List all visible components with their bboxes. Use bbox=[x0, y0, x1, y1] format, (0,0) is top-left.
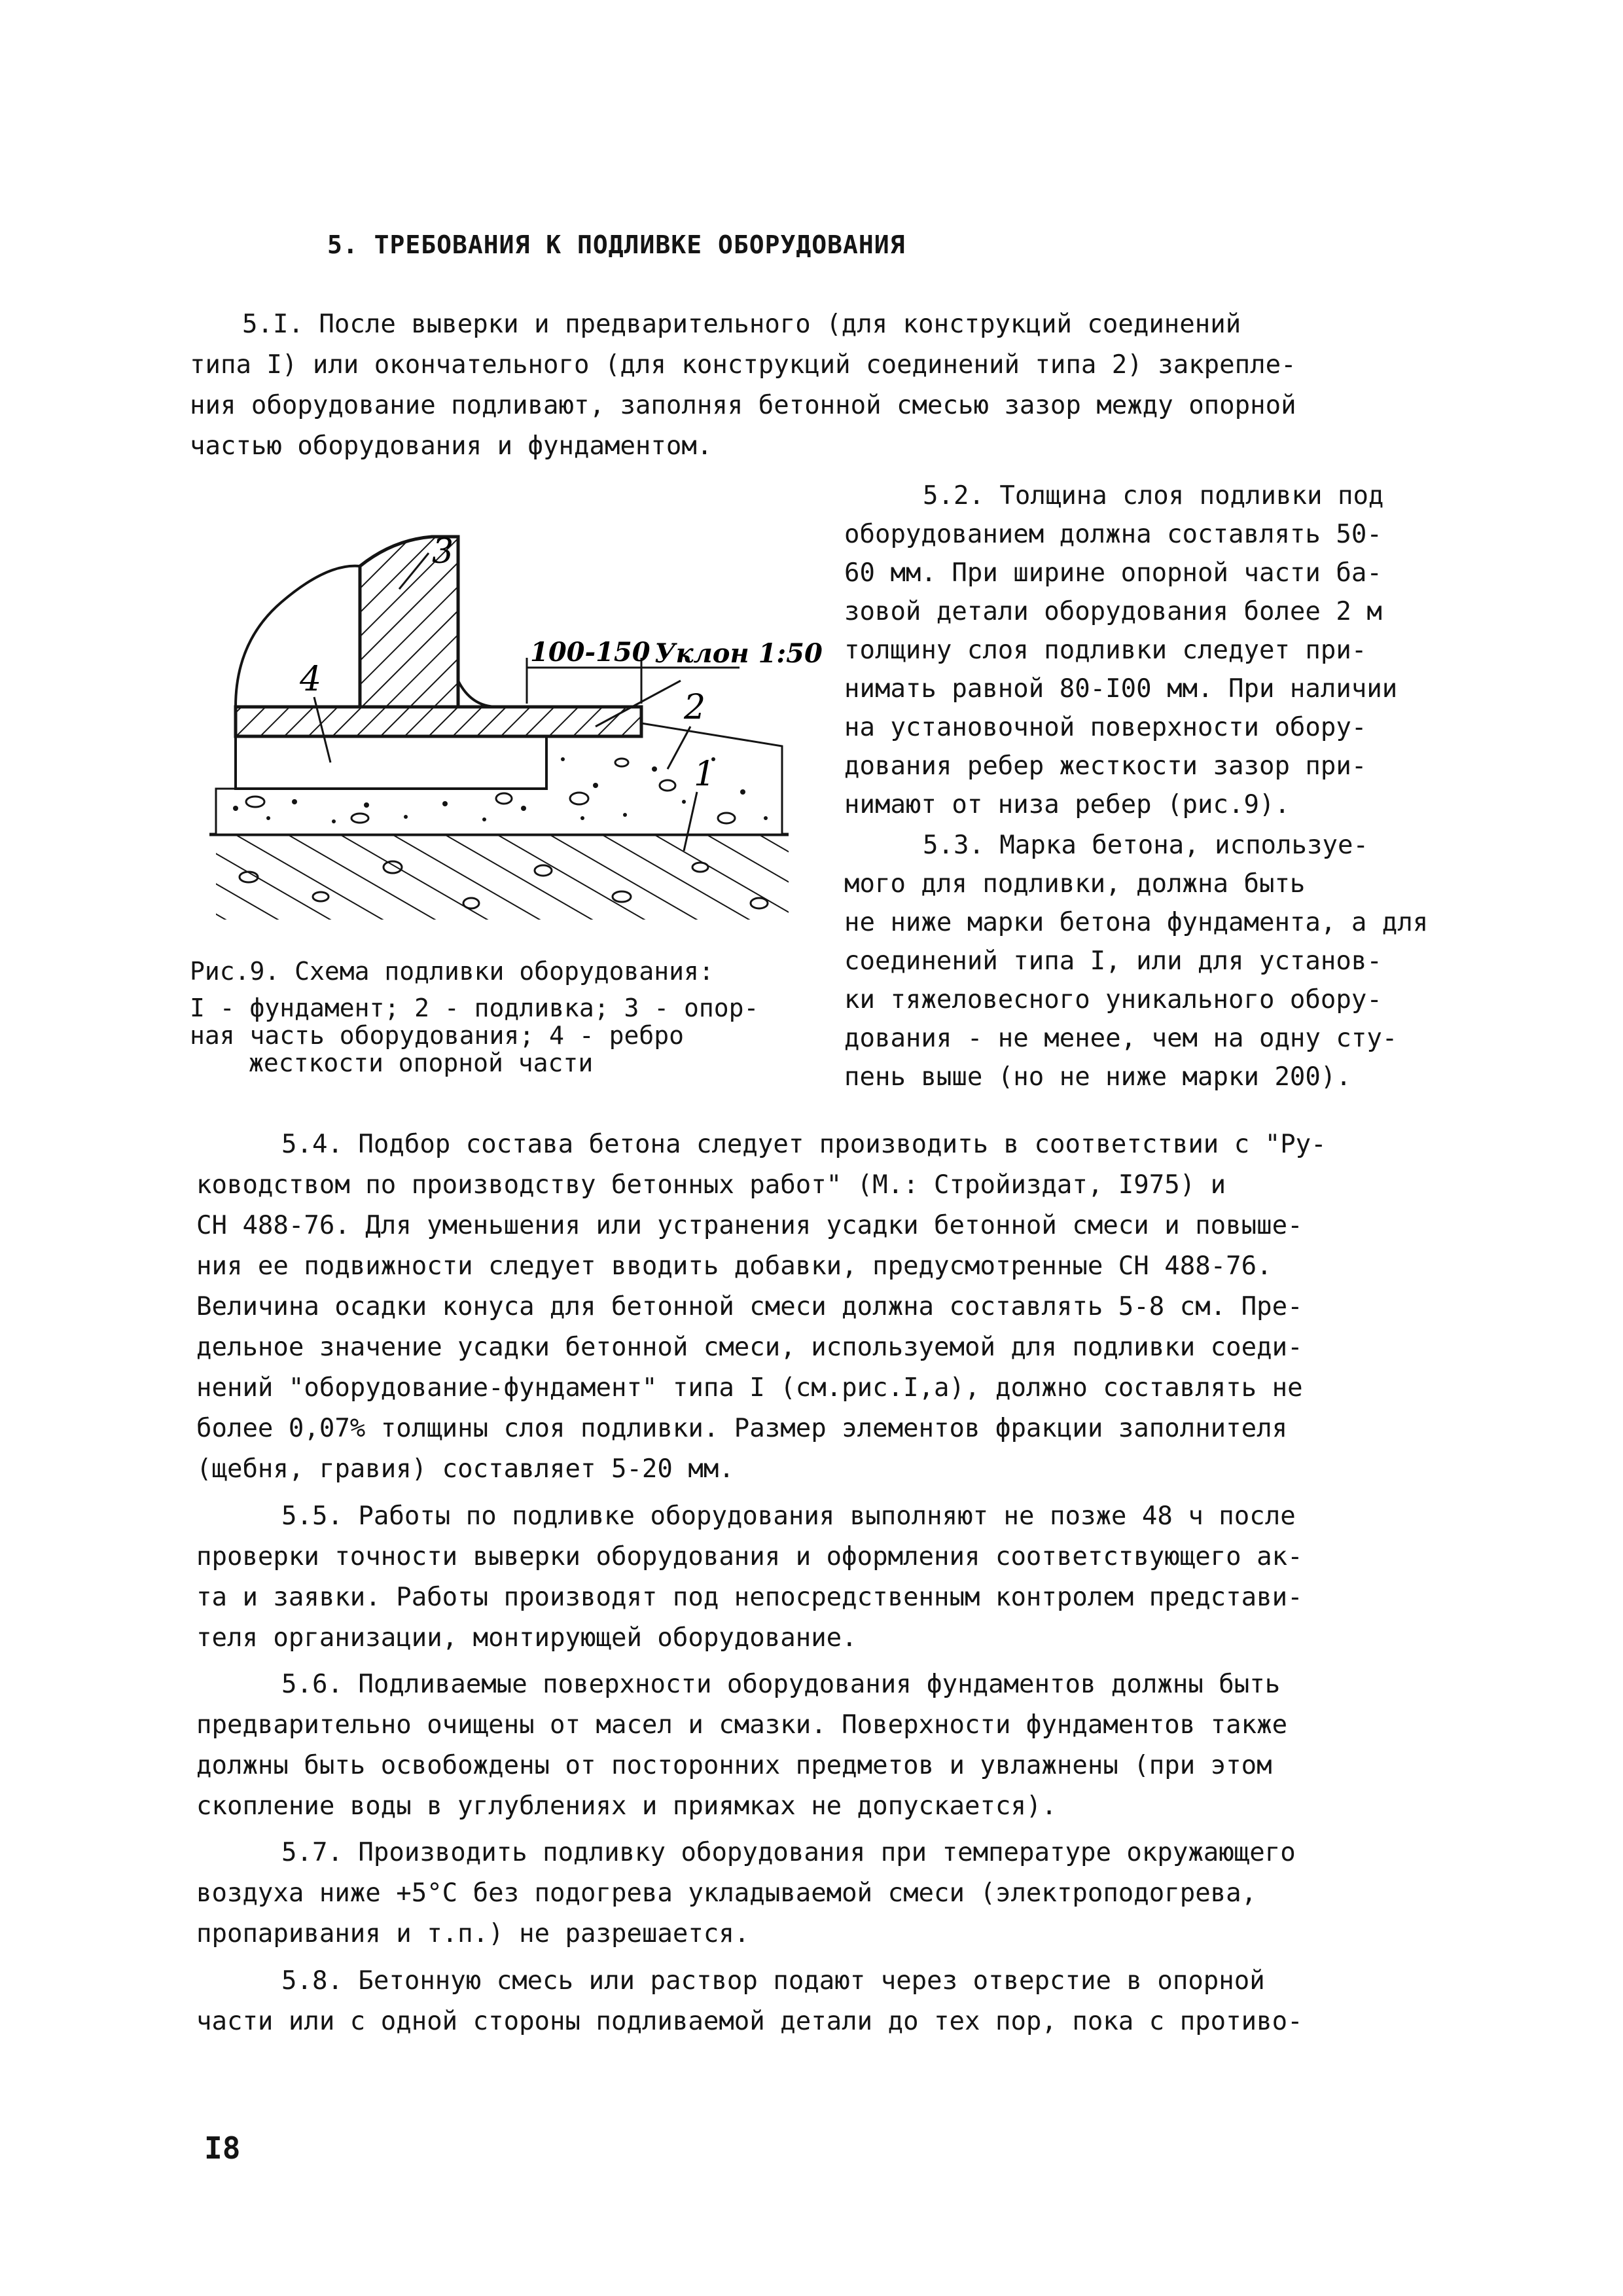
paragraph-line: та и заявки. Работы производят под непосредственным контролем представи- bbox=[196, 1583, 1303, 1612]
figure-caption-title: Рис.9. Схема подливки оборудования: bbox=[190, 957, 714, 986]
paragraph-line: Величина осадки конуса для бетонной смеси должна составлять 5-8 см. Пре- bbox=[196, 1292, 1303, 1321]
paragraph-line: теля организации, монтирующей оборудование. bbox=[196, 1623, 857, 1653]
callout-1: 1 bbox=[694, 755, 716, 794]
paragraph-line: (щебня, гравия) составляет 5-20 мм. bbox=[196, 1454, 734, 1484]
paragraph-line: дельное значение усадки бетонной смеси, используемой для подливки соеди- bbox=[196, 1333, 1303, 1362]
paragraph-line: воздуха ниже +5°С без подогрева укладываемой смеси (электроподогрева, bbox=[196, 1878, 1257, 1908]
paragraph-line: 5.I. После выверки и предварительного (для конструкций соединений bbox=[242, 310, 1241, 339]
paragraph-line: зовой детали оборудования более 2 м bbox=[844, 597, 1382, 626]
paragraph-line: нимают от низа ребер (рис.9). bbox=[844, 790, 1290, 819]
equipment-grouting-figure bbox=[196, 511, 825, 942]
callout-2: 2 bbox=[684, 688, 706, 727]
paragraph-line: СН 488-76. Для уменьшения или устранения усадки бетонной смеси и повыше- bbox=[196, 1211, 1303, 1240]
paragraph-line: 5.5. Работы по подливке оборудования выполняют не позже 48 ч после bbox=[281, 1501, 1296, 1531]
paragraph-line: 5.2. Толщина слоя подливки под bbox=[923, 481, 1384, 511]
paragraph-line: ководством по производству бетонных работ" (М.: Стройиздат, I975) и bbox=[196, 1170, 1226, 1200]
paragraph-line: ки тяжеловесного уникального обору- bbox=[844, 985, 1382, 1014]
paragraph-line: 5.4. Подбор состава бетона следует производить в соответствии с "Ру- bbox=[281, 1130, 1327, 1159]
paragraph-line: толщину слоя подливки следует при- bbox=[844, 636, 1367, 665]
paragraph-line: 5.8. Бетонную смесь или раствор подают через отверстие в опорной bbox=[281, 1966, 1265, 1996]
paragraph-line: скопление воды в углублениях и приямках не допускается). bbox=[196, 1791, 1057, 1821]
break-line bbox=[236, 566, 360, 707]
section-heading: 5. ТРЕБОВАНИЯ К ПОДЛИВКЕ ОБОРУДОВАНИЯ bbox=[327, 230, 906, 259]
paragraph-line: 5.3. Марка бетона, используе- bbox=[923, 831, 1368, 860]
paragraph-line: ния ее подвижности следует вводить добавки, предусмотренные СН 488-76. bbox=[196, 1251, 1272, 1281]
paragraph-line: на установочной поверхности обору- bbox=[844, 713, 1367, 742]
paragraph-line: нимать равной 80-I00 мм. При наличии bbox=[844, 674, 1398, 704]
paragraph-line: дования - не менее, чем на одну сту- bbox=[844, 1024, 1398, 1053]
paragraph-line: проверки точности выверки оборудования и оформления соответствующего ак- bbox=[196, 1542, 1303, 1571]
figure-caption-line: жесткости опорной части bbox=[249, 1049, 594, 1077]
stiffening-rib bbox=[236, 736, 546, 789]
paragraph-line: 60 мм. При ширине опорной части ба- bbox=[844, 558, 1382, 588]
figure-caption-line: ная часть оборудования; 4 - ребро bbox=[190, 1021, 684, 1050]
paragraph-line: должны быть освобождены от посторонних предметов и увлажнены (при этом bbox=[196, 1751, 1272, 1780]
equipment-base-plate bbox=[236, 707, 641, 736]
foundation bbox=[216, 834, 789, 920]
paragraph-line: более 0,07% толщины слоя подливки. Размер элементов фракции заполнителя bbox=[196, 1414, 1288, 1443]
paragraph-line: 5.6. Подливаемые поверхности оборудования фундаментов должны быть bbox=[281, 1670, 1281, 1699]
dimension-label: 100-150 bbox=[530, 637, 651, 668]
slope-label: Уклон 1:50 bbox=[654, 638, 823, 669]
paragraph-line: пень выше (но не ниже марки 200). bbox=[844, 1062, 1351, 1092]
paragraph-line: соединений типа I, или для установ- bbox=[844, 946, 1382, 976]
paragraph-line: мого для подливки, должна быть bbox=[844, 869, 1306, 899]
paragraph-line: части или с одной стороны подливаемой детали до тех пор, пока с противо- bbox=[196, 2007, 1303, 2036]
paragraph-line: дования ребер жесткости зазор при- bbox=[844, 751, 1367, 781]
paragraph-line: 5.7. Производить подливку оборудования при температуре окружающего bbox=[281, 1838, 1296, 1867]
paragraph-line: не ниже марки бетона фундамента, а для bbox=[844, 908, 1429, 937]
figure-caption-line: I - фундамент; 2 - подливка; 3 - опор- bbox=[190, 994, 759, 1022]
paragraph-line: частью оборудования и фундаментом. bbox=[190, 431, 713, 461]
paragraph-line: ния оборудование подливают, заполняя бетонной смесью зазор между опорной bbox=[190, 391, 1296, 420]
paragraph-line: нений "оборудование-фундамент" типа I (см.рис.I,а), должно составлять не bbox=[196, 1373, 1303, 1403]
paragraph-line: предварительно очищены от масел и смазки. Поверхности фундаментов также bbox=[196, 1710, 1288, 1740]
paragraph-line: пропаривания и т.п.) не разрешается. bbox=[196, 1919, 750, 1948]
paragraph-line: оборудованием должна составлять 50- bbox=[844, 520, 1382, 549]
paragraph-line: типа I) или окончательного (для конструкций соединений типа 2) закрепле- bbox=[190, 350, 1296, 380]
callout-4: 4 bbox=[300, 660, 322, 699]
page-number: I8 bbox=[204, 2130, 241, 2166]
callout-3: 3 bbox=[432, 532, 454, 571]
